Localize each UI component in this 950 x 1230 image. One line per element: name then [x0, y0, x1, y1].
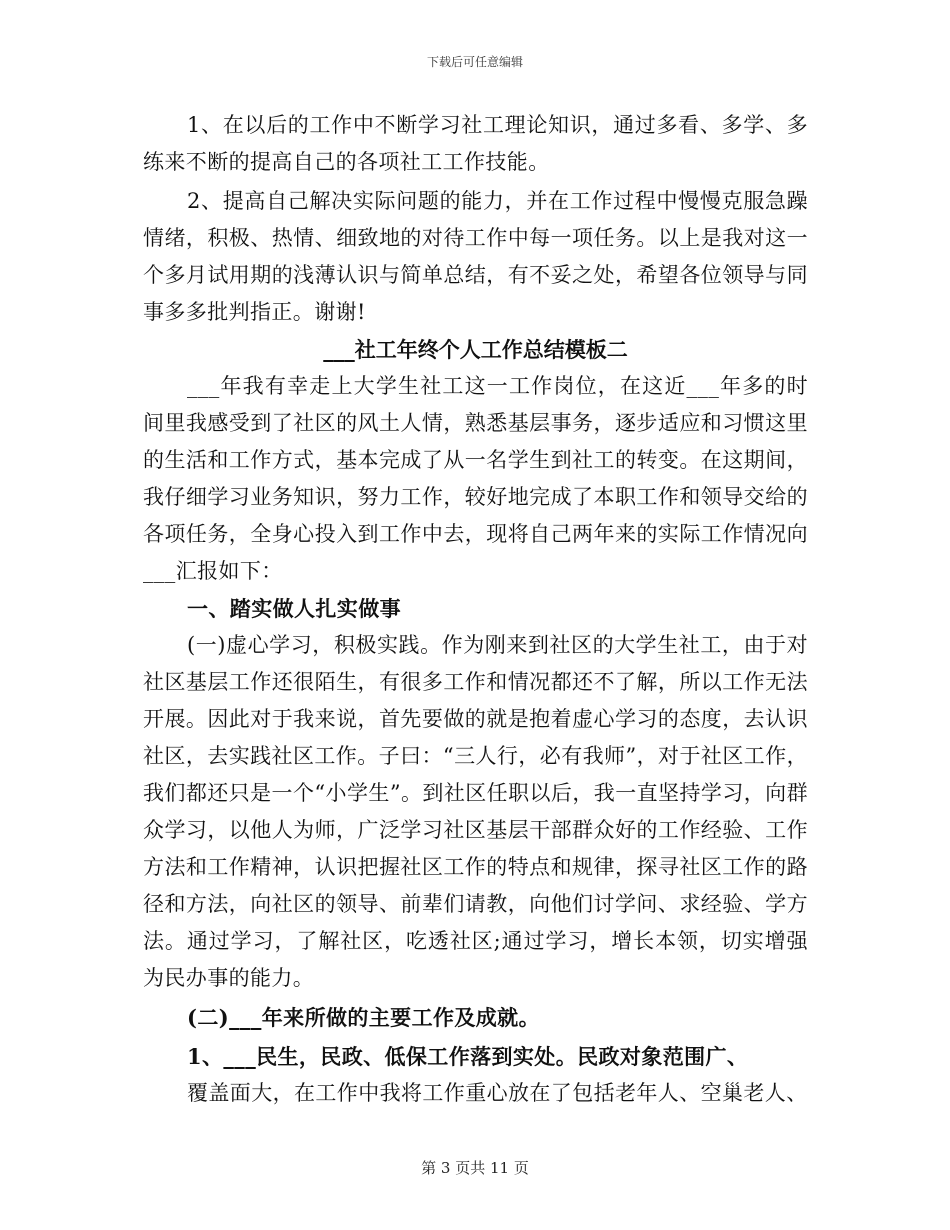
- paragraph-2: 2、提高自己解决实际问题的能力，并在工作过程中慢慢克服急躁情绪，积极、热情、细致地的对待工作中每一项任务。以上是我对这一个多月试用期的浅薄认识与简单总结，有不妥之处，希望各位领导与同事多多批判指正。谢谢!: [143, 189, 808, 324]
- document-body: [143, 107, 808, 1112]
- page-header: 下载后可任意编辑: [426, 55, 523, 69]
- paragraph-5: 覆盖面大，在工作中我将工作重心放在了包括老年人、空巢老人、: [187, 1081, 808, 1105]
- paragraph-3: ___年我有幸走上大学生社工这一工作岗位，在这近___年多的时间里我感受到了社区的风土人情，熟悉基层事务，逐步适应和习惯这里的生活和工作方式，基本完成了从一名学生到社工的转变。在这期间，我仔细学习业务知识，努力工作，较好地完成了本职工作和领导交给的各项任务，全身心投入到工作中去，现将自己两年来的实际工作情况向___汇报如下：: [143, 374, 808, 583]
- heading-2: (二)___年来所做的主要工作及成就。: [187, 1005, 540, 1030]
- heading-1: 一、踏实做人扎实做事: [187, 596, 401, 621]
- heading-3: 1、___民生，民政、低保工作落到实处。民政对象范围广、: [187, 1044, 749, 1069]
- section-title: ___社工年终个人工作总结模板二: [323, 337, 628, 362]
- paragraph-4: (一)虚心学习，积极实践。作为刚来到社区的大学生社工，由于对社区基层工作还很陌生，有很多工作和情况都还不了解，所以工作无法开展。因此对于我来说，首先要做的就是抱着虚心学习的态度，去认识社区，去实践社区工作。子曰：“三人行，必有我师”，对于社区工作，我们都还只是一个“小学生”。到社区任职以后，我一直坚持学习，向群众学习，以他人为师，广泛学习社区基层干部群众好的工作经验、工作方法和工作精神，认识把握社区工作的特点和规律，探寻社区工作的路径和方法，向社区的领导、前辈们请教，向他们讨学问、求经验、学方法。通过学习，了解社区，吃透社区;通过学习，增长本领，切实增强为民办事的能力。: [143, 633, 808, 990]
- paragraph-1: 1、在以后的工作中不断学习社工理论知识，通过多看、多学、多练来不断的提高自己的各项社工工作技能。: [143, 113, 808, 174]
- page-footer: 第 3 页共 11 页: [421, 1159, 529, 1177]
